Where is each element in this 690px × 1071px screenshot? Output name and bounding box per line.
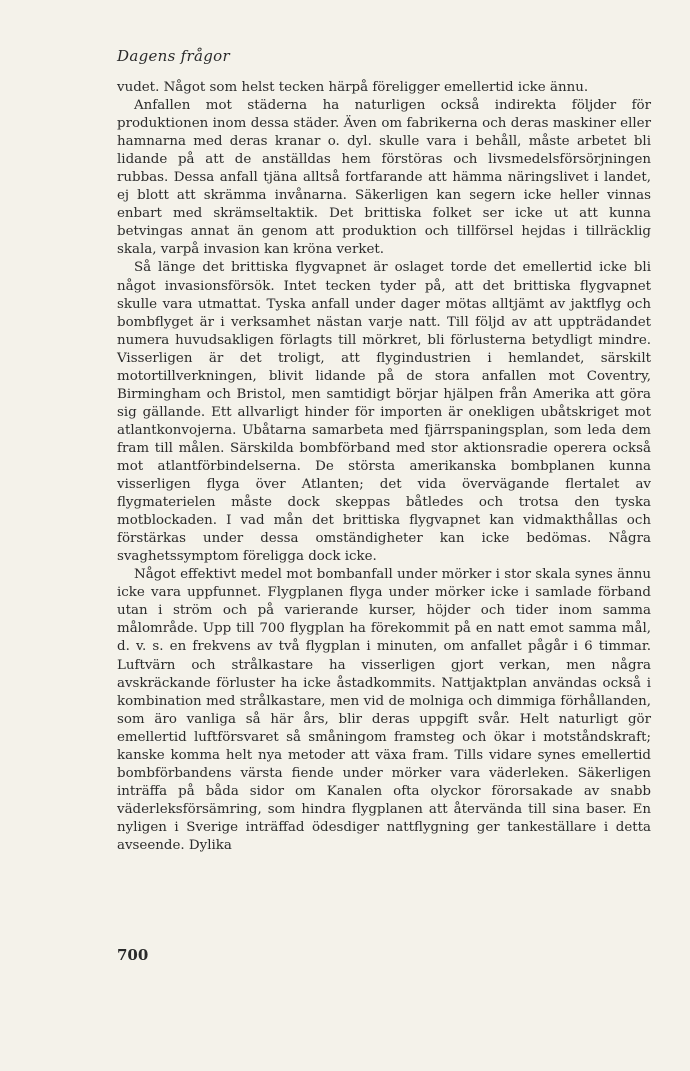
running-head: Dagens frågor xyxy=(117,47,230,65)
page-number: 700 xyxy=(117,946,149,964)
paragraph: Anfallen mot städerna ha naturligen också indirekta följder för produktionen inom dessa städer. Även om fabrikerna och deras maskiner eller hamnarna med deras kranar o. dyl. skulle vara i behåll, måste arbetet bli lidande på att de anställdas hem förstöras och livsmedelsförsörjningen rubbas. Dessa anfall tjäna alltså fortfarande att hämma näringslivet i landet, ej blott att skrämma invånarna. Säkerligen kan segern icke heller vinnas enbart med skrämseltaktik. Det brittiska folket ser icke ut att kunna betvingas annat än genom att produktion och tillförsel hejdas i tillräcklig skala, varpå invasion kan kröna verket. xyxy=(117,98,651,258)
paragraph-continuation: vudet. Något som helst tecken härpå föreligger emellertid icke ännu. xyxy=(117,80,589,95)
paragraph: Något effektivt medel mot bombanfall under mörker i stor skala synes ännu icke vara uppfunnet. Flygplanen flyga under mörker icke i samlade förband utan i ström och på varierande kurser, höjder och tider inom samma målområde. Upp till 700 flygplan ha förekommit på en natt emot samma mål, d. v. s. en frekvens av två flygplan i minuten, om anfallet pågår i 6 timmar. Luftvärn och strålkastare ha visserligen gjort verkan, men några avskräckande förluster ha icke åstadkommits. Nattjaktplan användas också i kombination med strålkastare, men vid de molniga och dimmiga förhållanden, som äro vanliga så här års, blir deras uppgift svår. Helt naturligt gör emellertid luftförsvaret så småningom framsteg och ökar i motståndskraft; kanske komma helt nya metoder att växa fram. Tills vidare synes emellertid bombförbandens värsta fiende under mörker vara väderleken. Säkerligen inträffa på båda sidor om Kanalen ofta olyckor förorsakade av snabb väderleksförsämring, som hindra flygplanen att återvända till sina baser. En nyligen i Sverige inträffad ödesdiger nattflygning ger tankeställare i detta avseende. Dylika xyxy=(117,567,651,853)
paragraph: Så länge det brittiska flygvapnet är oslaget torde det emellertid icke bli något invasionsförsök. Intet tecken tyder på, att det brittiska flygvapnet skulle vara utmattat. Tyska anfall under dager mötas alltjämt av jaktflyg och bombflyget är i verksamhet nästan varje natt. Till följd av att uppträdandet numera huvudsakligen förlagts till mörkret, bli förlusterna betydligt mindre. Visserligen är det troligt, att flygindustrien i hemlandet, särskilt motortillverkningen, blivit lidande på de stora anfallen mot Coventry, Birmingham och Bristol, men samtidigt börjar hjälpen från Amerika att göra sig gällande. Ett allvarligt hinder för importen är onekligen ubåtskriget mot atlantkonvojerna. Ubåtarna samarbeta med fjärrspaningsplan, som leda dem fram till målen. Särskilda bombförband med stor aktionsradie operera också mot atlantförbindelserna. De största amerikanska bombplanen kunna visserligen flyga över Atlanten; det vida övervägande flertalet av flygmaterielen måste dock skeppas båtledes och trotsa den tyska motblockaden. I vad mån det brittiska flygvapnet kan vidmakthållas och förstärkas under dessa omständigheter kan icke bedömas. Några svaghetssymptom föreligga dock icke. xyxy=(117,260,651,565)
body-text xyxy=(117,79,651,855)
